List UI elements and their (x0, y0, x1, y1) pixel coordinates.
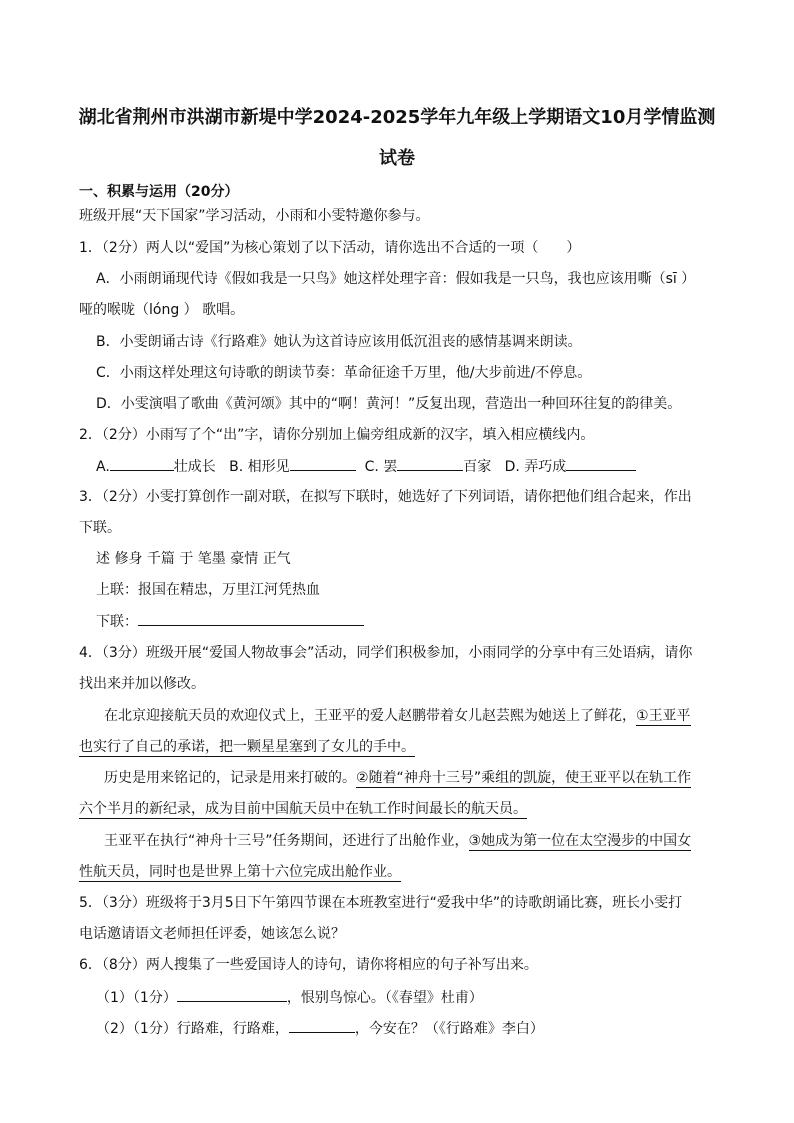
q3-lower-blank[interactable] (138, 611, 364, 626)
q2-c-suffix: 百家 (463, 459, 492, 475)
q4-p3-mark: ③ (468, 833, 482, 849)
q4-stem-line1: 4．（3分）班级开展“爱国人物故事会”活动，同学们积极参加，小雨同学的分享中有三处语病，请你 (79, 645, 693, 661)
section-heading: 一、积累与运用（20分） (79, 184, 239, 200)
q3-word-bank: 述 修身 千篇 于 笔墨 豪情 正气 (96, 551, 291, 567)
exam-title-line2: 试卷 (379, 148, 415, 169)
q1-option-b: B．小雯朗诵古诗《行路难》她认为这首诗应该用低沉沮丧的感情基调来朗读。 (96, 334, 582, 350)
q1-option-d: D．小雯演唱了歌曲《黄河颂》其中的“啊！黄河！”反复出现，营造出一种回环往复的韵律美。 (96, 396, 682, 412)
q4-paragraph2-line1 (104, 768, 764, 788)
q3-lower-label: 下联： (96, 614, 138, 630)
q2-b-prefix: B. 相形见 (229, 459, 290, 475)
q4-p3-underline2: 性航天员，同时也是世界上第十六位完成出舱作业。 (79, 864, 401, 880)
q2-a-suffix: 壮成长 (173, 459, 216, 475)
q4-p2-plain: 历史是用来铭记的，记录是用来打破的。 (104, 770, 356, 786)
q6-stem: 6．（8分）两人搜集了一些爱国诗人的诗句，请你将相应的句子补写出来。 (79, 957, 538, 973)
q6-s1-suffix: ，恨别鸟惊心。（《春望》杜甫） (286, 990, 483, 1006)
q4-p2-underline2: 六个半月的新纪录，成为目前中国航天员中在轨工作时间最长的航天员。 (79, 801, 527, 817)
q4-p1-plain: 在北京迎接航天员的欢迎仪式上，王亚平的爱人赵鹏带着女儿赵芸熙为她送上了鲜花， (104, 708, 636, 724)
q4-p3-plain: 王亚平在执行“神舟十三号”任务期间，还进行了出舱作业， (104, 833, 469, 849)
q4-p2-underline1: 随着“神舟十三号”乘组的凯旋，使王亚平以在轨工作 (368, 770, 692, 786)
q6-s1-blank[interactable] (177, 987, 287, 1002)
q4-paragraph1-line2 (79, 737, 739, 757)
q6-s2-blank[interactable] (289, 1018, 355, 1033)
q3-upper-couplet: 上联：报国在精忠，万里江河凭热血 (96, 582, 320, 598)
q4-p2-marked (356, 770, 691, 788)
q4-p1-underline1: 王亚平 (648, 708, 691, 724)
q6-s2-prefix: （2）（1分）行路难，行路难， (96, 1021, 289, 1037)
q4-p1-underline2: 也实行了自己的承诺，把一颗星星塞到了女儿的手中。 (79, 739, 415, 755)
q6-s2-suffix: ，今安在？（《行路难》李白） (354, 1021, 544, 1037)
q2-c-prefix: C. 罢 (364, 459, 398, 475)
q2-d-prefix: D. 弄巧成 (504, 459, 567, 475)
q5-stem-line2: 电话邀请语文老师担任评委，她该怎么说？ (79, 926, 345, 942)
q3-stem-line1: 3．（2分）小雯打算创作一副对联，在拟写下联时，她选好了下列词语，请你把他们组合起来，作出 (79, 489, 692, 505)
exam-title-line1: 湖北省荆州市洪湖市新堤中学2024-2025学年九年级上学期语文10月学情监测 (78, 107, 716, 128)
q5-stem-line1: 5．（3分）班级将于3月5日下午第四节课在本班教室进行“爱我中华”的诗歌朗诵比赛，班长小雯打 (79, 895, 683, 911)
q1-option-a-line1: A．小雨朗诵现代诗《假如我是一只鸟》她这样处理字音：假如我是一只鸟，我也应该用嘶（sī ） (96, 271, 696, 287)
q4-paragraph3-line1 (104, 831, 764, 851)
q6-s1-prefix: （1）（1分） (96, 990, 177, 1006)
q4-paragraph2-line2 (79, 799, 739, 819)
q2-b-blank[interactable] (290, 456, 356, 471)
q4-paragraph1-line1 (104, 706, 764, 726)
q1-stem: 1．（2分）两人以“爱国”为核心策划了以下活动，请你选出不合适的一项（ ） (79, 240, 581, 256)
q2-a-prefix: A. (96, 459, 110, 475)
q1-option-a-line2: 哑的喉咙（lóng ） 歌唱。 (79, 302, 245, 318)
q4-p1-marked (636, 708, 691, 726)
q4-p3-marked (469, 833, 692, 851)
q2-a-blank[interactable] (110, 456, 174, 471)
q4-p3-underline1: 她成为第一位在太空漫步的中国女 (481, 833, 692, 849)
q2-c-blank[interactable] (397, 456, 463, 471)
q4-paragraph3-line2 (79, 862, 739, 882)
q6-sub1 (96, 987, 756, 1008)
q6-sub2 (96, 1018, 756, 1039)
q4-p2-mark: ② (356, 770, 369, 786)
q1-option-c: C．小雨这样处理这句诗歌的朗读节奏：革命征途千万里，他/大步前进/不停息。 (96, 365, 592, 381)
q3-stem-line2: 下联。 (79, 520, 121, 536)
q2-d-blank[interactable] (566, 456, 636, 471)
q4-p1-mark: ① (636, 708, 649, 724)
q2-stem: 2．（2分）小雨写了个“出”字，请你分别加上偏旁组成新的汉字，填入相应横线内。 (79, 427, 595, 443)
q4-stem-line2: 找出来并加以修改。 (79, 676, 205, 692)
section-intro: 班级开展“天下国家”学习活动，小雨和小雯特邀你参与。 (79, 208, 430, 224)
q3-lower-couplet (96, 611, 756, 632)
q2-options (96, 456, 756, 477)
